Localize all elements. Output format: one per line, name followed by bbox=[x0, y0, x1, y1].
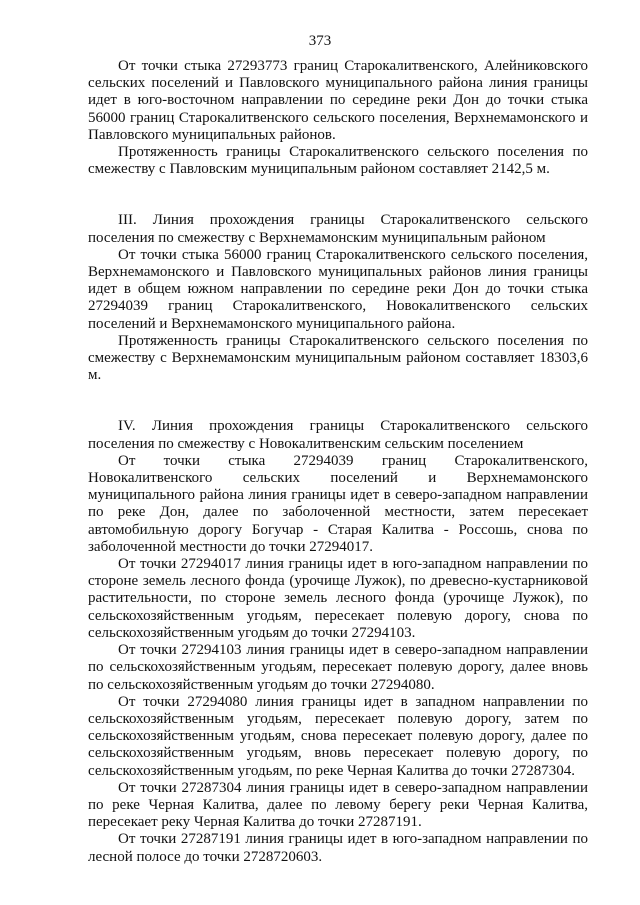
paragraph: От точки 27287304 линия границы идет в северо-западном направлении по реке Черная Калитва, далее по левому берегу реки Черная Калитва, пересекает реку Черная Калитва до точки 27287191. bbox=[88, 779, 588, 831]
spacer bbox=[88, 384, 588, 418]
page-number: 373 bbox=[308, 33, 332, 49]
paragraph: Протяженность границы Старокалитвенского сельского поселения по смежеству с Верхнемамонским муниципальным районом составляет 18303,6 м. bbox=[88, 332, 588, 384]
paragraph: От точки стыка 56000 границ Старокалитвенского сельского поселения, Верхнемамонского и Павловского муниципальных районов линия границы идет в общем южном направлении по середине реки Дон до точки стыка 27294039 границ Старокалитвенского, Новокалитвенского сельских поселений и Верхнемамонского муниципального района. bbox=[88, 246, 588, 332]
paragraph: От точки 27287191 линия границы идет в юго-западном направлении по лесной полосе до точки 2728720603. bbox=[88, 831, 588, 865]
paragraph: От точки 27294080 линия границы идет в западном направлении по сельскохозяйственным угодьям, пересекает полевую дорогу, затем по сельскохозяйственным угодьям, снова пересекает полевую дорогу, далее по сельскохозяйственным угодьям, вновь пересекает полевую дорогу, по сельскохозяйственным угодьям, по реке Черная Калитва до точки 27287304. bbox=[88, 693, 588, 779]
paragraph: Протяженность границы Старокалитвенского сельского поселения по смежеству с Павловским муниципальным районом составляет 2142,5 м. bbox=[88, 144, 588, 178]
paragraph: От точки 27294017 линия границы идет в юго-западном направлении по стороне земель лесного фонда (урочище Лужок), по древесно-кустарниковой растительности, по стороне земель лесного фонда (урочище Лужок), по сельскохозяйственным угодьям, пересекает полевую дорогу, снова по сельскохозяйственным угодьям до точки 27294103. bbox=[88, 556, 588, 641]
spacer bbox=[88, 178, 588, 212]
paragraph: От точки стыка 27293773 границ Старокалитвенского, Алейниковского сельских поселений и Павловского муниципального района линия границы идет в юго-восточном направлении по середине реки Дон до точки стыка 56000 границ Старокалитвенского сельского поселения, Верхнемамонского и Павловского муниципальных районов. bbox=[88, 58, 588, 143]
section-heading: IV. Линия прохождения границы Старокалитвенского сельского поселения по смежеству с Новокалитвенским сельским поселением bbox=[88, 418, 588, 452]
paragraph: От точки 27294103 линия границы идет в северо-западном направлении по сельскохозяйственным угодьям, пересекает полевую дорогу, далее вновь по сельскохозяйственным угодьям до точки 27294080. bbox=[88, 642, 588, 693]
document-body bbox=[88, 58, 588, 866]
paragraph: От точки стыка 27294039 границ Старокалитвенского, Новокалитвенского сельских поселений и Верхнемамонского муниципального района линия границы идет в северо-западном направлении по реке Дон, далее по заболоченной местности, затем пересекает автомобильную дорогу Богучар - Старая Калитва - Россошь, снова по заболоченной местности до точки 27294017. bbox=[88, 452, 588, 555]
section-heading: III. Линия прохождения границы Старокалитвенского сельского поселения по смежеству с Верхнемамонским муниципальным районом bbox=[88, 212, 588, 246]
